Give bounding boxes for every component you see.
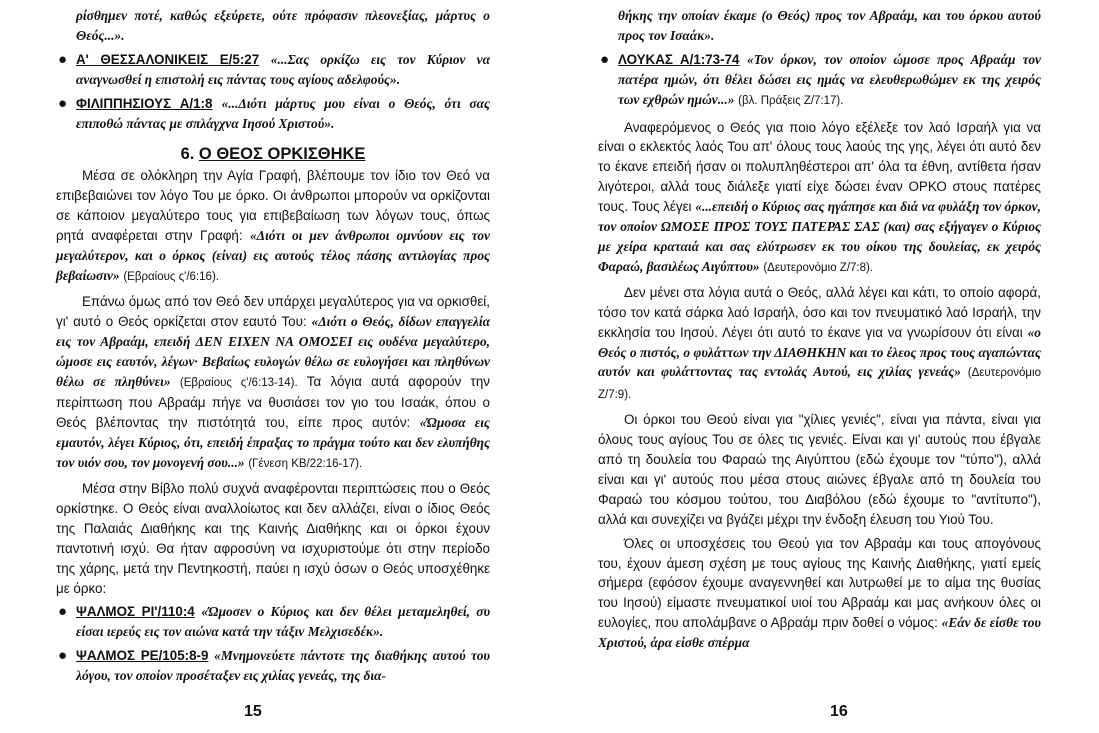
bullet-icon: ● — [58, 94, 68, 112]
scripture-quote: «ο Θεός ο πιστός, ο φυλάττων την ΔΙΑΘΗΚΗΝ και το έλεος προς τους αγαπώντας αυτόν και φυλάττοντας τας εντολάς Αυτού, εις χιλίας γενεάς» — [598, 324, 1041, 380]
list-item — [598, 50, 1041, 112]
scripture-reference: (Δευτερονόμιο Ζ/7:9). — [598, 367, 1041, 402]
paragraph: Μέσα σε ολόκληρη την Αγία Γραφή, βλέπουμε τον ίδιο τον Θεό να επιβεβαιώνει τον λόγο Του με όρκο. Οι άνθρωποι μπορούν να ορκίζονται σε κάποιον μεγαλύτερο τους για επιβεβαίωση των λόγων τους, όπως ρητά αναφέρεται στην Γραφή: «Διότι οι μεν άνθρωποι ομνύουν εις τον μεγαλύτερον, και ο όρκος (είναι) εις αυτούς τέλος πάσης αντιλογίας προς βεβαίωσιν» (Εβραίους ς'/6:16). — [56, 168, 490, 283]
paragraph: Αναφερόμενος ο Θεός για ποιο λόγο εξέλεξε τον λαό Ισραήλ για να είναι ο εκλεκτός λαός Του απ' όλους τους λαούς της γης, λέγει ότι αυτό δεν το έκανε επειδή ήσαν οι πολυπληθέστεροι απ' όλα τα έθνη, αντίθετα ήσαν λιγότεροι, αλλά τους διάλεξε γιατί είχε δώσει έναν ΟΡΚΟ στους πατέρες τους. Τους λέγει «...επειδή ο Κύριος σας ηγάπησε και διά να φυλάξη τον όρκον, τον οποίον ΩΜΟΣΕ ΠΡΟΣ ΤΟΥΣ ΠΑΤΕΡΑΣ ΣΑΣ (και) σας εξήγαγεν ο Κύριος με χείρα κραταιά και σας ελύτρωσεν εκ του οίκου της δουλείας, εκ χειρός Φαραώ, βασιλέως Αιγύπτου» (Δευτερονόμιο Ζ/7:8). — [598, 119, 1041, 274]
paragraph: Δεν μένει στα λόγια αυτά ο Θεός, αλλά λέγει και κάτι, το οποίο αφορά, τόσο τον κατά σάρκα λαό Ισραήλ, όσο και τον πνευματικό λαό Ισραήλ, την εκκλησία του Ιησού. Λέγει ότι αυτό το έκανε για να γνωρίσουν ότι είναι «ο Θεός ο πιστός, ο φυλάττων την ΔΙΑΘΗΚΗΝ και το έλεος προς τους αγαπώντας αυτόν και φυλάττοντας τας εντολάς Αυτού, εις χιλίας γενεάς» (Δευτερονόμιο Ζ/7:9). — [598, 284, 1041, 402]
list-item — [56, 50, 490, 90]
bullet-icon: ● — [58, 603, 68, 621]
paragraph: Μέσα στην Βίβλο πολύ συχνά αναφέρονται περιπτώσεις που ο Θεός ορκίστηκε. Ο Θεός είναι αναλλοίωτος και δεν αλλάζει, είναι ο ίδιος Θεός της Παλαιάς Διαθήκης και της Καινής Διαθήκης και οι όρκοι έχουν παντοτινή ισχύ. Θα ήταν αφροσύνη να ισχυριστούμε ότι στην περίοδο της χάρης, μετά την Πεντηκοστή, παύει η ισχύ όσων ο Θεός υποσχέθηκε με όρκο: — [56, 481, 490, 596]
page-number: 15 — [244, 703, 262, 720]
bullet-icon: ● — [58, 647, 68, 665]
scripture-quote: «...Διότι μάρτυς μου είναι ο Θεός, ότι σας επιποθώ πάντας με σπλάγχνα Ιησού Χριστού». — [76, 95, 490, 131]
section-title: Ο ΘΕΟΣ ΟΡΚΙΣΘΗΚΕ — [198, 145, 366, 164]
scripture-reference: (Εβραίους ς'/6:13-14). — [179, 376, 298, 389]
scripture-quote: «Διότι οι μεν άνθρωποι ομνύουν εις τον μεγαλύτερον, και ο όρκος (είναι) εις αυτούς τέλος πάσης αντιλογίας προς βεβαίωσιν» — [56, 228, 490, 283]
reference-list-bottom — [56, 602, 490, 686]
section-number: 6. — [180, 145, 195, 164]
list-item — [56, 646, 490, 686]
list-item — [56, 94, 490, 134]
right-page — [550, 0, 1099, 733]
scripture-reference: ΦΙΛΙΠΠΗΣΙΟΥΣ Α/1:8 — [76, 95, 213, 111]
section-heading — [56, 145, 490, 164]
scripture-reference-secondary: (βλ. Πράξεις Ζ/7:17). — [738, 94, 844, 107]
scripture-quote: «Ώμοσα εις εμαυτόν, λέγει Κύριος, ότι, επειδή έπραξας το πράγμα τούτο και δεν ελυπήθης τον υιόν σου, τον μονογενή σου...» — [56, 415, 490, 471]
scripture-quote: «...επειδή ο Κύριος σας ηγάπησε και διά να φυλάξη τον όρκον, τον οποίον ΩΜΟΣΕ ΠΡΟΣ ΤΟΥΣ ΠΑΤΕΡΑΣ ΣΑΣ (και) σας εξήγαγεν ο Κύριος με χείρα κραταιά και σας ελύτρωσεν εκ του οίκου της δουλείας, εκ χειρός Φαραώ, βασιλέως Αιγύπτου» — [598, 199, 1041, 274]
right-page-column — [598, 6, 1041, 657]
paragraph: Όλες οι υποσχέσεις του Θεού για τον Αβραάμ και τους απογόνους του, έχουν άμεση σχέση με τους αγίους της Καινής Διαθήκης, γιατί εμείς σήμερα (εφόσον έχουμε αναγεννηθεί και λυτρωθεί με το αίμα της θυσίας του Ιησού) είμαστε πνευματικοί υιοί του Αβραάμ και μας ανήκουν όλες οι ευλογίες, που απολάμβανε ο Αβραάμ πριν δοθεί ο νόμος: «Εάν δε είσθε του Χριστού, άρα είσθε σπέρμα — [598, 535, 1041, 651]
scripture-reference: (Γένεση ΚΒ/22:16-17). — [248, 458, 363, 471]
scripture-reference: (Εβραίους ς'/6:16). — [123, 270, 219, 283]
reference-list — [598, 50, 1041, 112]
list-item — [56, 602, 490, 642]
paragraph: Οι όρκοι του Θεού είναι για "χίλιες γενιές", είναι για πάντα, είναι για όλους τους αγίους Του σε όλες τις γενιές. Είναι και γι' αυτούς που έβγαλε από τη δουλεία του Φαραώ της Αιγύπτου (εδώ έχουμε τον "τύπο"), αλλά είναι και γι' αυτούς που μέσα στους αιώνες έβγαλε από τη δουλεία του Φαραώ του κόσμου τούτου, του Διαβόλου (εδώ έχουμε το "αντίτυπο"), αλλά και συνεχίζει να βγάζει μέχρι την ένδοξη έλευση του Υιού Του. — [598, 412, 1041, 527]
scripture-reference: ΨΑΛΜΟΣ ΡΕ/105:8-9 — [76, 648, 209, 664]
scripture-reference: (Δευτερονόμιο Ζ/7:8). — [763, 261, 874, 274]
scripture-quote: «Ώμοσεν ο Κύριος και δεν θέλει μεταμεληθεί, συ είσαι ιερεύς εις τον αιώνα κατά την τάξιν Μελχισεδέκ». — [76, 604, 491, 640]
reference-list-top — [56, 50, 490, 134]
scripture-reference: ΨΑΛΜΟΣ ΡΙ'/110:4 — [76, 604, 195, 620]
scripture-quote: «Διότι ο Θεός, δίδων επαγγελία εις τον Αβραάμ, επειδή ΔΕΝ ΕΙΧΕΝ ΝΑ ΟΜΟΣΕΙ εις ουδένα μεγαλύτερο, ώμοσε εις εαυτόν, λέγων· Βεβαίως ευλογών θέλω σε ευλογήσει και πληθύνων θέλω σε πληθύνει» — [56, 313, 490, 389]
continued-quote: ρίσθημεν ποτέ, καθώς εξεύρετε, ούτε πρόφασιν πλεονεξίας, μάρτυς ο Θεός...». — [76, 8, 490, 43]
scripture-quote: «Μνημονεύετε πάντοτε της διαθήκης αυτού του λόγου, τον οποίον προσέταξεν εις χιλίας γενεάς, της δια- — [76, 648, 490, 684]
scripture-reference: ΛΟΥΚΑΣ Α/1:73-74 — [618, 51, 740, 67]
page-number: 16 — [830, 703, 848, 720]
bullet-icon: ● — [600, 50, 610, 68]
scripture-quote: «Εάν δε είσθε του Χριστού, άρα είσθε σπέρμα — [598, 615, 1041, 651]
scripture-quote: «...Σας ορκίζω εις τον Κύριον να αναγνωσθεί η επιστολή εις πάντας τους αγίους αδελφούς». — [76, 51, 490, 87]
paragraph: Επάνω όμως από τον Θεό δεν υπάρχει μεγαλύτερος για να ορκισθεί, γι' αυτό ο Θεός ορκίζεται στον εαυτό Του: «Διότι ο Θεός, δίδων επαγγελία εις τον Αβραάμ, επειδή ΔΕΝ ΕΙΧΕΝ ΝΑ ΟΜΟΣΕΙ εις ουδένα μεγαλύτερο, ώμοσε εις εαυτόν, λέγων· Βεβαίως ευλογών θέλω σε ευλογήσει και πληθύνων θέλω σε πληθύνει» (Εβραίους ς'/6:13-14). Τα λόγια αυτά αφορούν την περίπτωση που Αβραάμ πήγε να θυσιάσει τον γιο του Ισαάκ, όπου ο Θεός βλέποντας την πιστότητά του, είπε προς αυτόν: «Ώμοσα εις εμαυτόν, λέγει Κύριος, ότι, επειδή έπραξας το πράγμα τούτο και δεν ελυπήθης τον υιόν σου, τον μονογενή σου...» (Γένεση ΚΒ/22:16-17). — [56, 293, 490, 471]
bullet-icon: ● — [58, 50, 68, 68]
continued-quote: θήκης την οποίαν έκαμε (ο Θεός) προς τον Αβραάμ, και του όρκου αυτού προς τον Ισαάκ». — [618, 8, 1041, 43]
scripture-quote: «Τον όρκον, τον οποίον ώμοσε προς Αβραάμ τον πατέρα ημών, ότι θέλει δώσει εις ημάς να ελευθερωθώμεν εκ της χειρός των εχθρών ημών...» — [618, 51, 1041, 107]
scripture-reference: Α' ΘΕΣΣΑΛΟΝΙΚΕΙΣ Ε/5:27 — [76, 51, 260, 67]
left-page-column — [56, 6, 490, 692]
